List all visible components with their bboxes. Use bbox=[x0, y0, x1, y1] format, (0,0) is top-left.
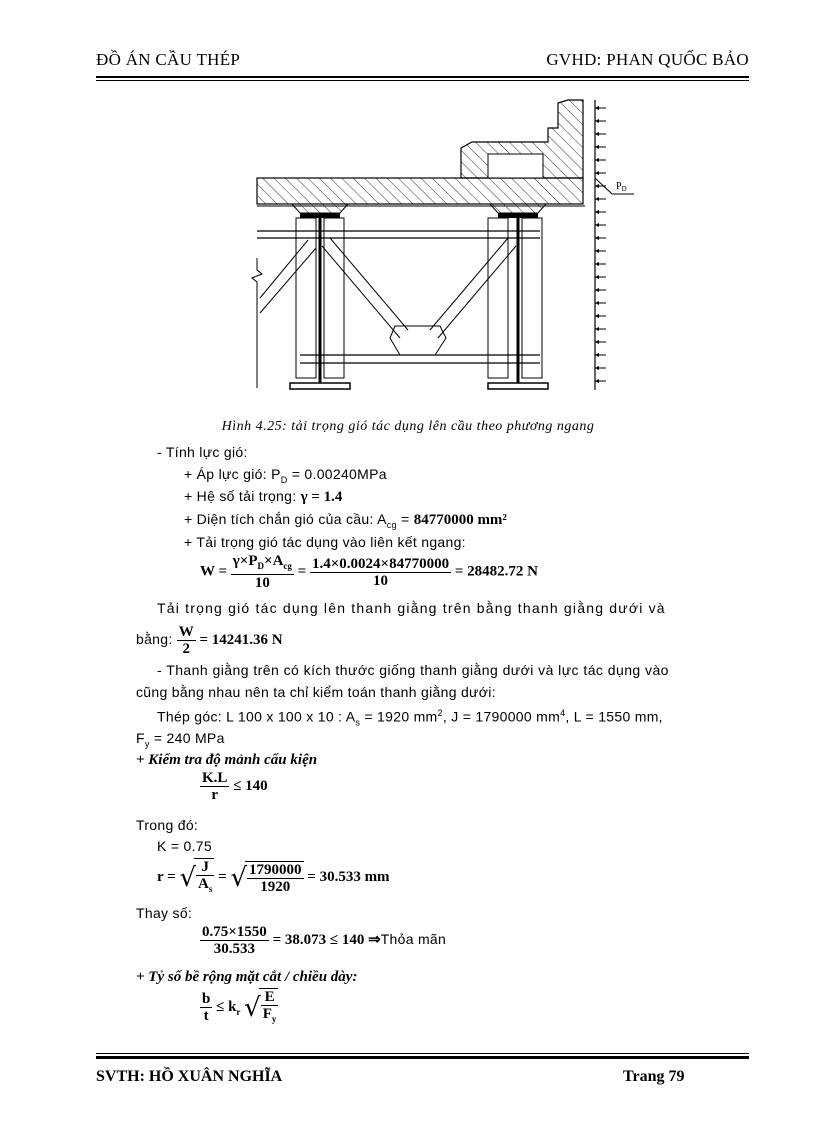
deck-slab bbox=[257, 178, 583, 204]
ratio-title: + Tỷ số bề rộng mặt cắt / chiều dày: bbox=[136, 969, 358, 985]
half-formula: $\frac{W}{2}$ = 14241.36 N bbox=[178, 624, 283, 657]
figure-caption: Hình 4.25: tải trọng gió tác dụng lên cầu theo phương ngang bbox=[221, 419, 595, 434]
check-formula: $\frac{0.75\times 1550}{30.533}$ = 38.073 ≤ 140 ⇒Thỏa mãn bbox=[202, 924, 447, 957]
page-header bbox=[96, 50, 749, 74]
area-label: + Diện tích chắn gió của cầu: bbox=[184, 511, 378, 527]
r-formula: r = √ $\frac{J}{A_s}$ = √ $\frac{1790000}{1920}$ = 30.533 mm bbox=[157, 858, 390, 897]
footer-rule bbox=[96, 1056, 749, 1059]
brace-line-1: Tải trọng gió tác dụng lên thanh giằng trên bằng thanh giằng dưới và bbox=[157, 600, 666, 616]
w-formula: W = $\frac{\gamma\times P_D\times A_{cg}}{10}$ = $\frac{1.4\times 0.0024\times 84770000}{10}$ = 28482.72 N bbox=[200, 553, 538, 591]
ratio-formula: $\frac{b}{t}$ ≤ $k_r$ √ $\frac{E}{F_y}$ bbox=[200, 988, 278, 1027]
slenderness-title: + Kiểm tra độ mảnh cấu kiện bbox=[136, 752, 318, 768]
footer-student: SVTH: HỒ XUÂN NGHĨA bbox=[96, 1068, 283, 1085]
angle-line: Thép góc: L 100 x 100 x 10 : $A_s = 1920$ $mm^2$, J = 1790000 $mm^4$, L = 1550 mm, bbox=[157, 708, 663, 728]
load-label: + Tải trọng gió tác dụng vào liên kết ngang: bbox=[184, 534, 466, 550]
header-title: ĐỒ ÁN CẦU THÉP bbox=[96, 50, 241, 69]
area-line bbox=[184, 511, 507, 530]
bridge-crosssection-figure bbox=[250, 98, 650, 398]
wind-force-title: - Tính lực gió: bbox=[157, 444, 248, 460]
header-advisor: GVHD: PHAN QUỐC BẢO bbox=[546, 50, 749, 69]
slenderness-formula: $\frac{K.L}{r}$ ≤ 140 bbox=[202, 770, 268, 803]
para2-line-2: cũng bằng nhau nên ta chỉ kiểm toán thanh giằng dưới: bbox=[136, 684, 496, 700]
page-number: Trang 79 bbox=[623, 1068, 685, 1085]
pressure-value: $P_D = 0.00240MPa$ bbox=[271, 466, 387, 485]
fy-line: $F_y = 240$ MPa bbox=[136, 730, 225, 749]
factor-label: + Hệ số tải trọng: bbox=[184, 488, 301, 504]
area-value: 84770000 mm² bbox=[413, 512, 507, 528]
pressure-label: + Áp lực gió: bbox=[184, 466, 272, 482]
w-fraction-1: $\frac{\gamma\times P_D\times A_{cg}}{10}$ bbox=[232, 553, 292, 591]
k-value: K = 0.75 bbox=[157, 838, 212, 854]
wind-arrows bbox=[595, 106, 606, 383]
check-result: Thỏa mãn bbox=[380, 930, 447, 947]
factor-line bbox=[184, 488, 342, 506]
where-label: Trong đó: bbox=[136, 817, 199, 833]
para2-line-1: - Thanh giằng trên có kích thước giống thanh giằng dưới và lực tác dụng vào bbox=[157, 662, 669, 678]
substitute-label: Thay số: bbox=[136, 905, 193, 921]
wind-label: $P_D$ bbox=[616, 181, 627, 193]
factor-value: γ = 1.4 bbox=[300, 489, 343, 505]
w-fraction-2: $\frac{1.4\times 0.0024\times 84770000}{10}$ bbox=[311, 555, 450, 589]
header-rule-thin bbox=[96, 80, 749, 81]
header-rule bbox=[96, 76, 749, 78]
area-sym: $A_{cg}$ = bbox=[377, 511, 414, 530]
brace-line-2: bằng: $\frac{W}{2}$ = 14241.36 N bbox=[136, 624, 283, 657]
pressure-line bbox=[184, 466, 387, 485]
footer-rule-thin bbox=[96, 1053, 749, 1054]
